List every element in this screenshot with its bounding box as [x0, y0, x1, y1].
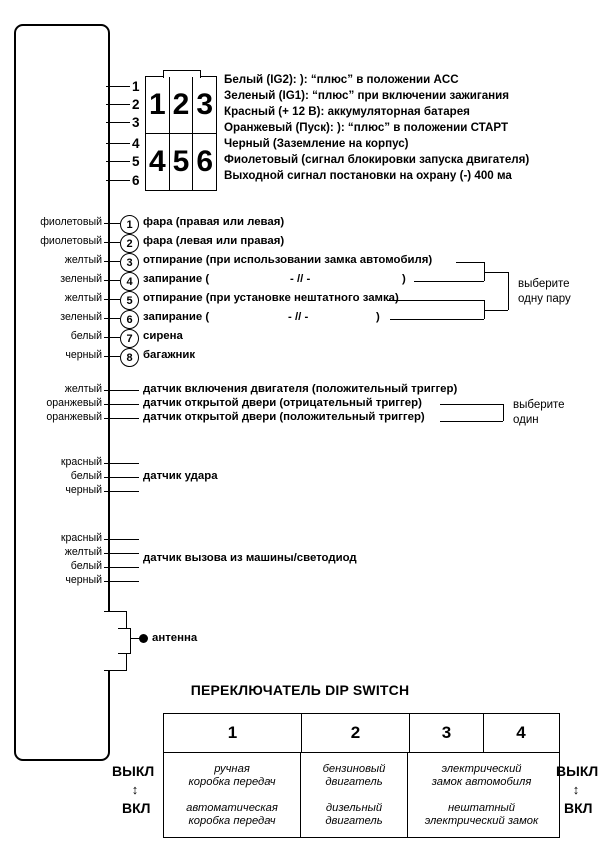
wire-lead-2 — [104, 242, 120, 243]
dip-cell-1-on-line2: коробка передач — [188, 814, 276, 827]
choose-one-label-line1: выберите — [513, 399, 565, 411]
shock-sensor-label: датчик удара — [143, 470, 218, 482]
dip-arrow-left: ↕ — [131, 782, 139, 797]
connector-cell-3: 3 — [196, 88, 214, 121]
wire-lead-8 — [104, 356, 120, 357]
sensor-function-3: датчик открытой двери (положительный триггер) — [143, 411, 425, 423]
wire-lead-1 — [104, 223, 120, 224]
wire-color-5: желтый — [64, 292, 102, 304]
connector-row-bottom — [146, 133, 216, 190]
output-function-7: сирена — [143, 330, 183, 342]
dip-cell-2-on-line2: двигатель — [325, 814, 383, 827]
choose-pair-label-line1: выберите — [518, 278, 570, 290]
dip-cell-34-off — [432, 763, 532, 789]
call-wire-color-3: белый — [70, 560, 102, 572]
pin-number-5: 5 — [132, 154, 140, 169]
shock-wire-color-3: черный — [65, 484, 102, 496]
output-function-6-close: ) — [376, 311, 380, 323]
sensor-lead-2 — [104, 404, 139, 405]
pin-lead-6 — [106, 180, 130, 181]
dip-state-on-left: ВКЛ — [122, 800, 151, 816]
connector-desc-3: Красный (+ 12 В): аккумуляторная батарея — [224, 105, 470, 118]
dip-cell-34-on-line1: нештатный — [447, 801, 515, 814]
shock-lead-2 — [104, 477, 139, 478]
call-lead-2 — [104, 553, 139, 554]
wire-color-6: зеленый — [60, 311, 102, 323]
call-lead-1 — [104, 539, 139, 540]
connector-cell-5: 5 — [170, 134, 194, 190]
dip-header-2: 2 — [302, 714, 410, 752]
wire-color-1: фиолетовый — [40, 216, 102, 228]
circle-number-6: 6 — [120, 310, 139, 329]
connector-desc-2: Зеленый (IG1): “плюс” при включении зажигания — [224, 89, 510, 102]
call-wire-color-2: желтый — [64, 546, 102, 558]
dip-state-off-left: ВЫКЛ — [112, 763, 155, 779]
one-bracket-line-upper — [440, 404, 503, 405]
shock-wire-color-1: красный — [60, 456, 102, 468]
connector-cell-2: 2 — [170, 77, 194, 133]
pair-bracket-line-4 — [414, 281, 484, 282]
call-wire-color-4: черный — [65, 574, 102, 586]
dip-cell-1 — [164, 753, 301, 837]
call-lead-3 — [104, 567, 139, 568]
pair-bracket-line-3 — [456, 262, 484, 263]
connector-cell-4: 4 — [146, 134, 170, 190]
call-wire-color-1: красный — [60, 532, 102, 544]
output-function-3: отпирание (при использовании замка автомобиля) — [143, 254, 433, 266]
shock-lead-1 — [104, 463, 139, 464]
pin-lead-3 — [106, 122, 130, 123]
wire-lead-3 — [104, 261, 120, 262]
shock-wire-color-2: белый — [70, 470, 102, 482]
output-function-8: багажник — [143, 349, 196, 361]
dip-header-4: 4 — [516, 723, 526, 742]
dip-cell-2-on-line1: дизельный — [325, 801, 383, 814]
connector-cell-6: 6 — [196, 145, 214, 178]
dip-header-3: 3 — [410, 714, 484, 752]
pair-bracket-stem-upper — [484, 272, 508, 273]
output-function-4-dash: - // - — [290, 273, 311, 285]
dip-cell-2 — [301, 753, 408, 837]
dip-cell-1-off — [189, 763, 276, 789]
dip-table-body-row — [164, 753, 559, 837]
choose-pair-label-line2: одну пару — [518, 293, 571, 305]
dip-state-off-right: ВЫКЛ — [556, 763, 599, 779]
pin-number-1: 1 — [132, 79, 140, 94]
wire-color-2: фиолетовый — [40, 235, 102, 247]
antenna-label: антенна — [152, 632, 198, 644]
dip-switch-table — [163, 713, 560, 838]
dip-table-header-row — [164, 714, 559, 753]
circle-number-7: 7 — [120, 329, 139, 348]
pair-bracket-v-main — [508, 272, 509, 310]
pin-number-2: 2 — [132, 97, 140, 112]
circle-number-2: 2 — [120, 234, 139, 253]
wire-lead-5 — [104, 299, 120, 300]
pin-lead-1 — [106, 86, 130, 87]
connector-desc-1: Белый (IG2): ): “плюс” в положении ACC — [224, 73, 459, 86]
output-function-5: отпирание (при установке нештатного замка) — [143, 292, 399, 304]
output-function-4: запирание ( — [143, 273, 210, 285]
sensor-function-1: датчик включения двигателя (положительный триггер) — [143, 383, 458, 395]
wire-lead-4 — [104, 280, 120, 281]
wire-color-8: черный — [65, 349, 102, 361]
pair-bracket-line-6 — [390, 319, 484, 320]
pin-number-6: 6 — [132, 173, 140, 188]
antenna-terminal-dot — [139, 634, 148, 643]
dip-cell-2-off-line1: бензиновый — [322, 762, 386, 775]
output-function-6: запирание ( — [143, 311, 210, 323]
output-function-4-close: ) — [402, 273, 406, 285]
main-connector-block — [145, 76, 217, 191]
connector-row-top — [146, 77, 216, 133]
connector-desc-4: Оранжевый (Пуск): ): “плюс” в положении СТАРТ — [224, 121, 509, 134]
circle-number-3: 3 — [120, 253, 139, 272]
dip-cell-34-merged — [408, 753, 555, 837]
sensor-wire-color-2: оранжевый — [46, 397, 102, 409]
shock-lead-3 — [104, 491, 139, 492]
pair-bracket-stem-lower — [484, 310, 508, 311]
sensor-wire-color-3: оранжевый — [46, 411, 102, 423]
dip-arrow-right: ↕ — [572, 782, 580, 797]
connector-desc-7: Выходной сигнал постановки на охрану (-) 400 ма — [224, 169, 512, 182]
circle-number-8: 8 — [120, 348, 139, 367]
choose-one-label-line2: один — [513, 414, 539, 426]
antenna-connector — [118, 628, 131, 654]
dip-switch-title: ПЕРЕКЛЮЧАТЕЛЬ DIP SWITCH — [190, 682, 410, 698]
dip-cell-34-on-line2: электрический замок — [424, 814, 539, 827]
output-function-6-dash: - // - — [288, 311, 309, 323]
wire-lead-7 — [104, 337, 120, 338]
connector-desc-6: Фиолетовый (сигнал блокировки запуска двигателя) — [224, 153, 530, 166]
connector-desc-5: Черный (Заземление на корпус) — [224, 137, 409, 150]
one-bracket-v — [503, 404, 504, 421]
wire-color-7: белый — [70, 330, 102, 342]
circle-number-4: 4 — [120, 272, 139, 291]
output-function-1: фара (правая или левая) — [143, 216, 285, 228]
circle-number-5: 5 — [120, 291, 139, 310]
dip-cell-2-off-line2: двигатель — [325, 775, 383, 788]
call-lead-4 — [104, 581, 139, 582]
sensor-function-2: датчик открытой двери (отрицательный триггер) — [143, 397, 422, 409]
dip-cell-1-on — [186, 802, 278, 828]
dip-cell-34-off-line1: электрический — [441, 762, 522, 775]
call-sensor-label: датчик вызова из машины/светодиод — [143, 552, 357, 564]
connector-cell-1: 1 — [146, 77, 170, 133]
dip-state-on-right: ВКЛ — [564, 800, 593, 816]
sensor-lead-3 — [104, 418, 139, 419]
one-bracket-line-lower — [440, 421, 503, 422]
dip-cell-2-off — [323, 763, 386, 789]
sensor-wire-color-1: желтый — [64, 383, 102, 395]
pin-lead-5 — [106, 161, 130, 162]
wire-lead-6 — [104, 318, 120, 319]
wire-color-3: желтый — [64, 254, 102, 266]
sensor-lead-1 — [104, 390, 139, 391]
dip-cell-1-off-line1: ручная — [214, 762, 250, 775]
pin-lead-4 — [106, 143, 130, 144]
wire-color-4: зеленый — [60, 273, 102, 285]
circle-number-1: 1 — [120, 215, 139, 234]
dip-header-1: 1 — [164, 714, 302, 752]
dip-cell-34-off-line2: замок автомобиля — [431, 775, 532, 788]
pair-bracket-line-5 — [388, 300, 484, 301]
output-function-2: фара (левая или правая) — [143, 235, 285, 247]
dip-cell-1-on-line1: автоматическая — [186, 801, 278, 814]
dip-cell-34-on — [425, 802, 539, 828]
pin-lead-2 — [106, 104, 130, 105]
dip-cell-1-off-line2: коробка передач — [188, 775, 276, 788]
pin-number-3: 3 — [132, 115, 140, 130]
dip-cell-2-on — [325, 802, 382, 828]
pin-number-4: 4 — [132, 136, 140, 151]
